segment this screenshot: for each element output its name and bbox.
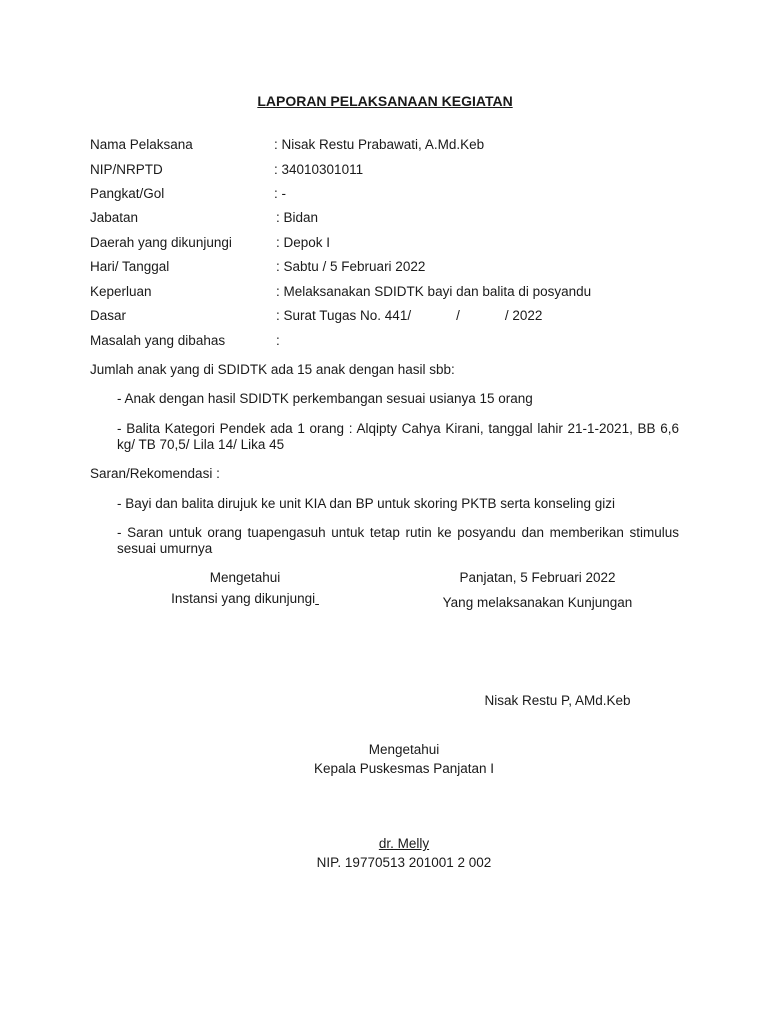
value-dasar: : Surat Tugas No. 441/ / / 2022 — [276, 308, 543, 323]
sign-bottom-name: dr. Melly — [378, 836, 430, 851]
label-nip: NIP/NRPTD — [90, 162, 163, 177]
summary-text: Jumlah anak yang di SDIDTK ada 15 anak dengan hasil sbb: — [90, 362, 455, 377]
value-keperluan: : Melaksanakan SDIDTK bayi dan balita di posyandu — [276, 284, 592, 299]
label-dasar: Dasar — [90, 308, 127, 323]
label-daerah: Daerah yang dikunjungi — [90, 235, 232, 250]
value-pangkat: : - — [274, 186, 286, 201]
value-jabatan: : Bidan — [276, 210, 319, 225]
value-hari-tanggal: : Sabtu / 5 Februari 2022 — [276, 259, 426, 274]
saran-heading: Saran/Rekomendasi : — [90, 466, 220, 481]
sign-right-date: Panjatan, 5 Februari 2022 — [459, 570, 616, 585]
sign-bottom-nip: NIP. 19770513 201001 2 002 — [316, 855, 492, 870]
result-item: - Balita Kategori Pendek ada 1 orang : Alqipty Cahya Kirani, tanggal lahir 21-1-2021, BB 6,6 kg/ TB 70,5/ Lila 14/ Lika 45 — [117, 421, 679, 452]
result-item: - Anak dengan hasil SDIDTK perkembangan sesuai usianya 15 orang — [117, 391, 533, 406]
label-nama-pelaksana: Nama Pelaksana — [90, 137, 193, 152]
saran-item: - Bayi dan balita dirujuk ke unit KIA dan BP untuk skoring PKTB serta konseling gizi — [117, 496, 616, 511]
sign-left-instansi: Instansi yang dikunjungi — [171, 591, 316, 606]
label-pangkat: Pangkat/Gol — [90, 186, 165, 201]
label-keperluan: Keperluan — [90, 284, 152, 299]
label-jabatan: Jabatan — [90, 210, 139, 225]
value-nip: : 34010301011 — [274, 162, 364, 177]
label-masalah: Masalah yang dibahas — [90, 333, 226, 348]
sign-right-name: Nisak Restu P, AMd.Keb — [484, 693, 631, 708]
value-masalah: : — [276, 333, 280, 348]
label-hari-tanggal: Hari/ Tanggal — [90, 259, 170, 274]
value-nama-pelaksana: : Nisak Restu Prabawati, A.Md.Keb — [274, 137, 485, 152]
sign-bottom-kepala: Kepala Puskesmas Panjatan I — [313, 761, 495, 776]
value-daerah: : Depok I — [276, 235, 331, 250]
sign-bottom-mengetahui: Mengetahui — [368, 742, 440, 757]
document-title: LAPORAN PELAKSANAAN KEGIATAN — [257, 93, 513, 109]
sign-right-role: Yang melaksanakan Kunjungan — [442, 595, 633, 610]
sign-left-mengetahui: Mengetahui — [209, 570, 281, 585]
saran-item: - Saran untuk orang tuapengasuh untuk tetap rutin ke posyandu dan memberikan stimulus sesuai umurnya — [117, 525, 679, 556]
